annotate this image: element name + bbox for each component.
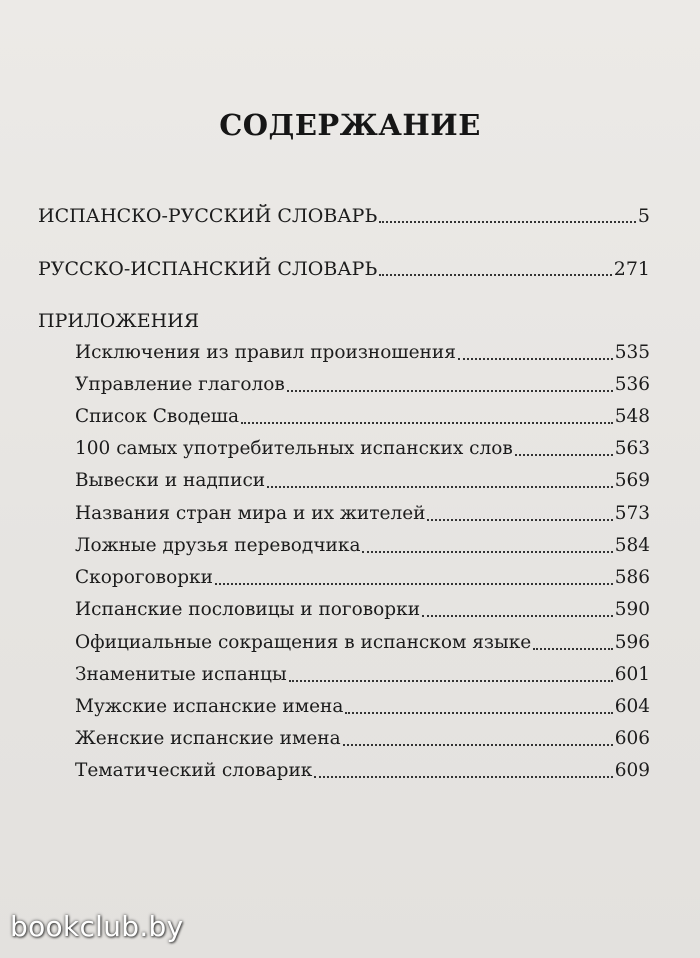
dot-leader xyxy=(458,358,613,360)
toc-entry-page: 563 xyxy=(614,438,650,459)
dot-leader xyxy=(314,776,612,778)
toc-sub-entry xyxy=(75,340,650,366)
dot-leader xyxy=(379,221,636,223)
toc-entry-page: 590 xyxy=(614,599,650,620)
dot-leader xyxy=(289,680,613,682)
appendix-heading: ПРИЛОЖЕНИЯ xyxy=(38,310,200,332)
toc-entry-label: Официальные сокращения в испанском языке xyxy=(75,632,532,653)
toc-sub-entry xyxy=(75,662,650,688)
toc-sub-entry xyxy=(75,436,650,462)
dot-leader xyxy=(379,274,611,276)
toc-entry-label: Мужские испанские имена xyxy=(75,696,344,717)
toc-sub-entry xyxy=(75,758,650,784)
dot-leader xyxy=(533,648,612,650)
toc-sub-entry xyxy=(75,533,650,559)
toc-sub-entry xyxy=(75,694,650,720)
toc-entry-page: 5 xyxy=(637,205,650,227)
dot-leader xyxy=(422,615,613,617)
toc-sub-entry xyxy=(75,630,650,656)
toc-sub-entry xyxy=(75,726,650,752)
toc-entry-russian-spanish xyxy=(38,256,650,282)
toc-entry-page: 569 xyxy=(614,470,650,491)
toc-entry-label: Исключения из правил произношения xyxy=(75,342,456,363)
toc-sub-entry xyxy=(75,597,650,623)
toc-entry-label: Список Сводеша xyxy=(75,406,240,427)
toc-entry-label: Вывески и надписи xyxy=(75,470,266,491)
toc-entry-label: Ложные друзья переводчика xyxy=(75,535,361,556)
toc-entry-page: 548 xyxy=(614,406,650,427)
toc-entry-label: Испанские пословицы и поговорки xyxy=(75,599,421,620)
toc-entry-label: Знаменитые испанцы xyxy=(75,664,287,685)
toc-entry-page: 586 xyxy=(614,567,650,588)
dot-leader xyxy=(215,583,613,585)
toc-entry-page: 573 xyxy=(614,503,650,524)
toc-sub-entry xyxy=(75,565,650,591)
dot-leader xyxy=(362,551,612,553)
dot-leader xyxy=(345,712,612,714)
toc-entry-label: Тематический словарик xyxy=(75,760,313,781)
toc-entry-label: Управление глаголов xyxy=(75,374,285,395)
toc-entry-label: РУССКО-ИСПАНСКИЙ СЛОВАРЬ xyxy=(38,258,378,280)
toc-sub-entry xyxy=(75,501,650,527)
toc-entry-page: 609 xyxy=(614,760,650,781)
toc-entry-page: 596 xyxy=(614,632,650,653)
dot-leader xyxy=(287,390,613,392)
toc-sub-entry xyxy=(75,372,650,398)
toc-entry-label: Женские испанские имена xyxy=(75,728,341,749)
toc-entry-page: 604 xyxy=(614,696,650,717)
toc-entry-page: 601 xyxy=(614,664,650,685)
toc-entry-label: 100 самых употребительных испанских слов xyxy=(75,438,513,459)
toc-sub-entry xyxy=(75,404,650,430)
toc-entry-label: Скороговорки xyxy=(75,567,213,588)
dot-leader xyxy=(427,519,612,521)
dot-leader xyxy=(515,454,613,456)
toc-entry-page: 584 xyxy=(614,535,650,556)
toc-entry-label: Названия стран мира и их жителей xyxy=(75,503,426,524)
page-title: СОДЕРЖАНИЕ xyxy=(219,108,481,142)
dot-leader xyxy=(343,744,613,746)
toc-entry-page: 271 xyxy=(613,258,650,280)
toc-sub-entry xyxy=(75,468,650,494)
dot-leader xyxy=(267,486,613,488)
toc-entry-page: 535 xyxy=(614,342,650,363)
toc-entry-label: ИСПАНСКО-РУССКИЙ СЛОВАРЬ xyxy=(38,205,378,227)
toc-entry-page: 606 xyxy=(614,728,650,749)
site-watermark: bookclub.by xyxy=(10,910,184,943)
toc-entry-spanish-russian xyxy=(38,203,650,229)
toc-entry-page: 536 xyxy=(614,374,650,395)
dot-leader xyxy=(241,422,613,424)
